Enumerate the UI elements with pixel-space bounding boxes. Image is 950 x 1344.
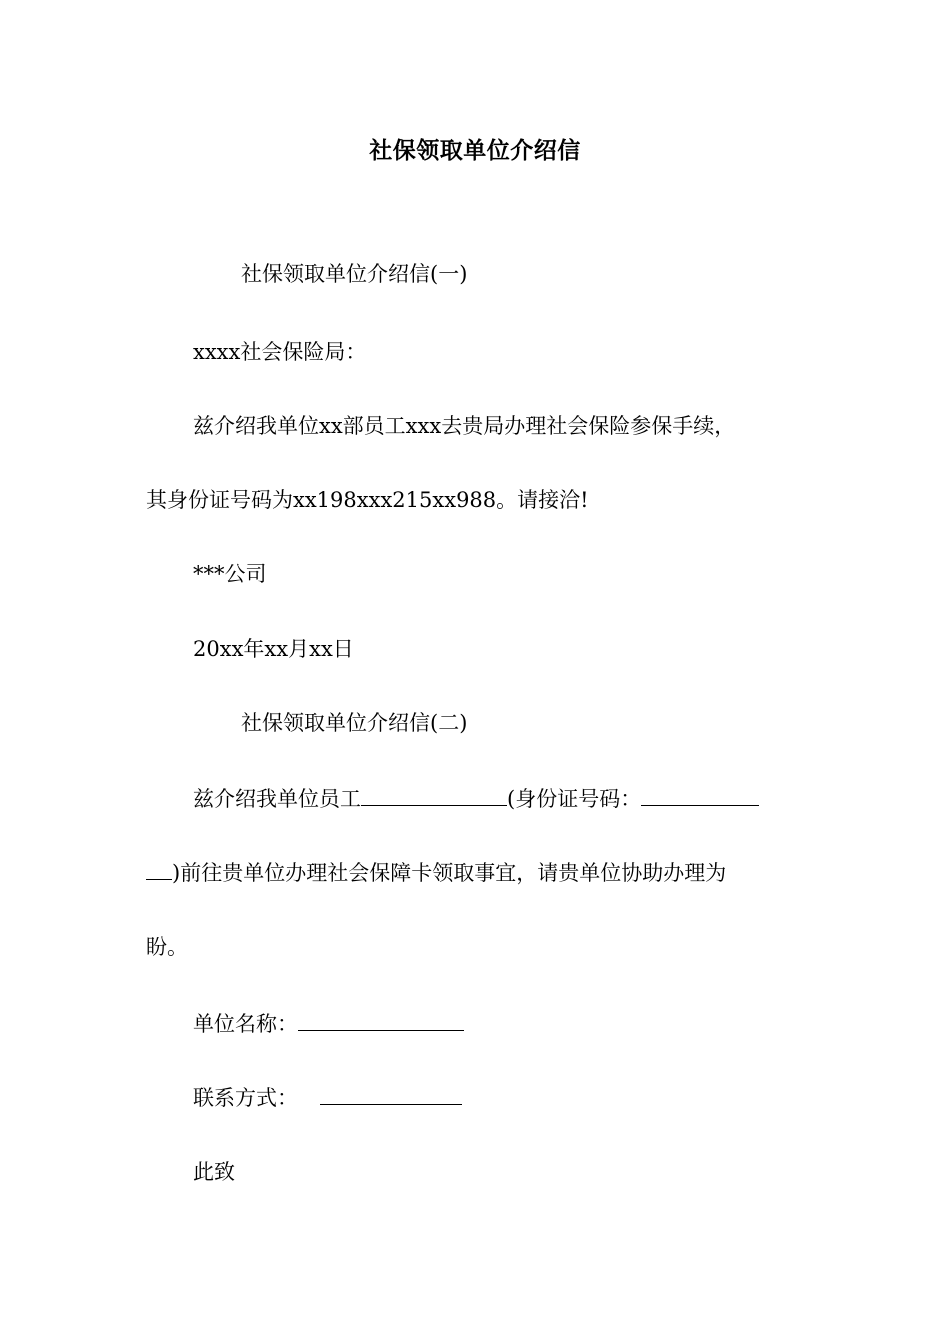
contact-label: 联系方式： <box>193 1086 298 1110</box>
letter2-body-line1 <box>193 783 759 815</box>
letter1-date: 20xx年xx月xx日 <box>193 637 354 661</box>
letter1-recipient: xxxx社会保险局： <box>193 340 367 364</box>
id-number-blank <box>641 785 759 806</box>
letter1-body-line1: 兹介绍我单位xx部员工xxx去贵局办理社会保险参保手续， <box>193 414 736 438</box>
letter1-body-line2: 其身份证号码为xx198xxx215xx988。请接洽! <box>146 488 589 512</box>
closing: 此致 <box>193 1160 235 1184</box>
unit-name-row <box>193 1008 464 1040</box>
letter2-body-text-b: (身份证号码： <box>507 787 642 811</box>
employee-name-blank <box>361 785 507 806</box>
letter1-heading: 社保领取单位介绍信(一) <box>241 262 468 286</box>
unit-name-blank <box>298 1010 464 1031</box>
document-title: 社保领取单位介绍信 <box>369 137 581 164</box>
unit-name-label: 单位名称： <box>193 1012 298 1036</box>
id-number-blank-continued <box>146 859 172 880</box>
letter2-body-text-c: )前往贵单位办理社会保障卡领取事宜，请贵单位协助办理为 <box>172 861 727 885</box>
letter2-body-line2 <box>146 857 726 889</box>
contact-row <box>193 1082 462 1114</box>
letter1-company: ***公司 <box>193 562 267 586</box>
letter2-heading: 社保领取单位介绍信(二) <box>241 711 468 735</box>
letter2-body-text-a: 兹介绍我单位员工 <box>193 787 361 811</box>
letter2-body-line3: 盼。 <box>146 935 188 959</box>
contact-blank <box>320 1084 462 1105</box>
